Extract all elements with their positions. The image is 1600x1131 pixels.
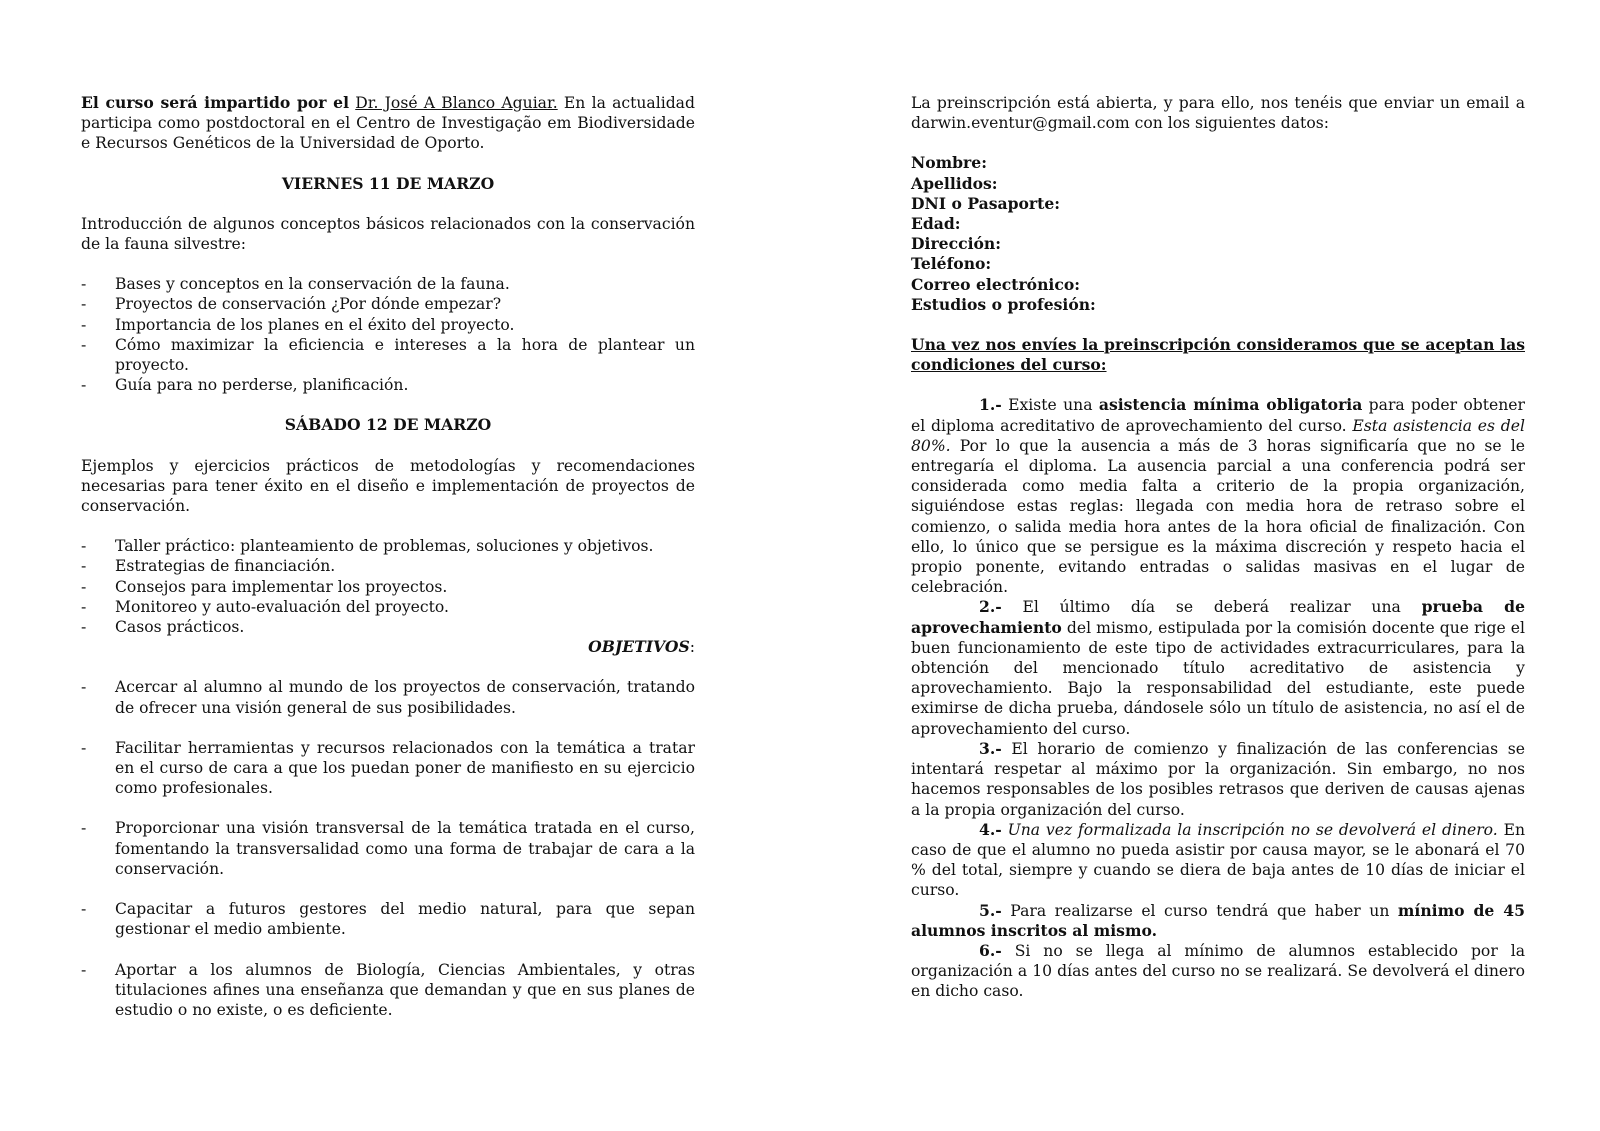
instructor-bio: En la actualidad participa como postdoctoral en el Centro de Investigação em Biodiversidade e Recursos Genéticos de la Universidad de Oporto. xyxy=(81,94,695,153)
condition-number: 6.- xyxy=(979,940,1002,960)
list-item: - Proporcionar una visión transversal de la temática tratada en el curso, fomentando la transversalidad como una forma de trabajar de cara a la conservación. xyxy=(81,818,695,879)
list-item: - Consejos para implementar los proyectos. xyxy=(81,577,695,597)
preinscription-paragraph: La preinscripción está abierta, y para ello, nos tenéis que enviar un email a darwin.eventur@gmail.com con los siguientes datos: xyxy=(911,94,1525,133)
list-item: - Capacitar a futuros gestores del medio natural, para que sepan gestionar el medio ambiente. xyxy=(81,899,695,939)
condition-5 xyxy=(911,901,1525,941)
list-item: - Guía para no perderse, planificación. xyxy=(81,375,695,395)
field-label: DNI o Pasaporte: xyxy=(911,193,1061,213)
field-label: Correo electrónico: xyxy=(911,274,1080,294)
condition-1 xyxy=(911,395,1525,597)
condition-text: El horario de comienzo y finalización de las conferencias se intentará respetar al máximo por la organización. Sin embargo, no nos hacemos responsables de los posibles retrasos que deriven de causas ajenas a la propia organización del curso. xyxy=(911,739,1525,819)
condition-emphasis: prueba de aprovechamiento xyxy=(911,597,1525,637)
day1-heading: VIERNES 11 DE MARZO xyxy=(281,173,495,193)
day1-description: Introducción de algunos conceptos básicos relacionados con la conservación de la fauna silvestre: xyxy=(81,214,695,254)
condition-text: Por lo que la ausencia a más de 3 horas significaría que no se le entregaría el diploma. La ausencia parcial a una conferencia podrá ser considerada como media falta a criterio de la propia organización, siguiéndose estas reglas: llegada con media hora de retraso sobre el comienzo, o salida media hora antes de la hora oficial de finalización. Con ello, lo único que se persigue es la máxima discreción y respeto hacia el propio ponente, evitando entradas o salidas masivas en el lugar de celebración. xyxy=(911,436,1525,597)
list-item: - Aportar a los alumnos de Biología, Ciencias Ambientales, y otras titulaciones afines una enseñanza que demandan y que en sus planes de estudio o no existe, o es deficiente. xyxy=(81,960,695,1021)
day2-description: Ejemplos y ejercicios prácticos de metodologías y recomendaciones necesarias para tener éxito en el diseño e implementación de proyectos de conservación. xyxy=(81,456,695,516)
list-item: - Bases y conceptos en la conservación de la fauna. xyxy=(81,274,695,294)
conditions-heading: Una vez nos envíes la preinscripción consideramos que se aceptan las condiciones del curso: xyxy=(911,335,1525,375)
condition-text: para poder obtener el diploma acreditativo de aprovechamiento del curso. xyxy=(911,396,1525,435)
required-fields-list xyxy=(911,153,1525,315)
instructor-name: Dr. José A Blanco Aguiar. xyxy=(355,94,558,112)
condition-italic: Una vez formalizada la inscripción no se devolverá el dinero. xyxy=(1007,820,1498,839)
day2-heading: SÁBADO 12 DE MARZO xyxy=(284,415,492,435)
condition-2 xyxy=(911,597,1525,738)
condition-emphasis: mínimo de 45 alumnos inscritos al mismo. xyxy=(911,900,1525,940)
condition-number: 3.- xyxy=(979,738,1002,758)
objectives-list xyxy=(81,677,695,1020)
objectives-heading xyxy=(81,637,695,657)
field-label: Apellidos: xyxy=(911,173,998,193)
condition-6 xyxy=(911,941,1525,1002)
field-label: Edad: xyxy=(911,214,961,234)
condition-3 xyxy=(911,739,1525,820)
condition-text: Para realizarse el curso tendrá que haber un xyxy=(1010,901,1390,920)
right-page xyxy=(911,93,1525,1002)
day1-topic-list xyxy=(81,274,695,395)
list-item: - Facilitar herramientas y recursos relacionados con la temática a tratar en el curso de cara a que los puedan poner de manifiesto en su ejercicio como profesionales. xyxy=(81,738,695,799)
condition-text: El último día se deberá realizar una xyxy=(1022,598,1401,617)
condition-number: 5.- xyxy=(979,900,1002,920)
objectives-heading-colon: : xyxy=(689,638,695,657)
condition-italic: Esta asistencia es del 80%. xyxy=(911,416,1525,455)
field-label: Nombre: xyxy=(911,153,987,173)
instructor-paragraph xyxy=(81,93,695,154)
field-label: Teléfono: xyxy=(911,254,992,274)
instructor-lead: El curso será impartido por el xyxy=(81,93,350,112)
list-item: - Proyectos de conservación ¿Por dónde empezar? xyxy=(81,294,695,314)
day2-topic-list xyxy=(81,536,695,637)
field-label: Dirección: xyxy=(911,234,1001,254)
list-item: - Estrategias de financiación. xyxy=(81,556,695,576)
condition-text: Existe una xyxy=(1008,396,1093,415)
condition-number: 2.- xyxy=(979,597,1002,617)
left-page xyxy=(81,93,695,1020)
field-label: Estudios o profesión: xyxy=(911,294,1096,314)
list-item: - Monitoreo y auto-evaluación del proyecto. xyxy=(81,597,695,617)
list-item: - Acercar al alumno al mundo de los proyectos de conservación, tratando de ofrecer una visión general de sus posibilidades. xyxy=(81,677,695,717)
list-item: - Cómo maximizar la eficiencia e intereses a la hora de plantear un proyecto. xyxy=(81,335,695,375)
condition-4 xyxy=(911,820,1525,901)
condition-number: 4.- xyxy=(979,819,1002,839)
list-item: - Taller práctico: planteamiento de problemas, soluciones y objetivos. xyxy=(81,536,695,556)
condition-emphasis: asistencia mínima obligatoria xyxy=(1098,395,1363,415)
list-item: - Importancia de los planes en el éxito del proyecto. xyxy=(81,315,695,335)
list-item: - Casos prácticos. xyxy=(81,617,695,637)
condition-text: En caso de que el alumno no pueda asistir por causa mayor, se le abonará el 70 % del total, siempre y cuando se diera de baja antes de 10 días de iniciar el curso. xyxy=(911,820,1526,900)
condition-number: 1.- xyxy=(979,395,1002,415)
condition-text: del mismo, estipulada por la comisión docente que rige el buen funcionamiento de este tipo de actividades extracurriculares, para la obtención del mencionado título acreditativo de asistencia y aprovechamiento. Bajo la responsabilidad del estudiante, este puede eximirse de dicha prueba, dándosele sólo un título de asistencia, no así el de aprovechamiento del curso. xyxy=(911,618,1525,738)
condition-text: Si no se llega al mínimo de alumnos establecido por la organización a 10 días antes del curso no se realizará. Se devolverá el dinero en dicho caso. xyxy=(911,941,1525,1001)
objectives-heading-text: OBJETIVOS xyxy=(588,637,690,657)
